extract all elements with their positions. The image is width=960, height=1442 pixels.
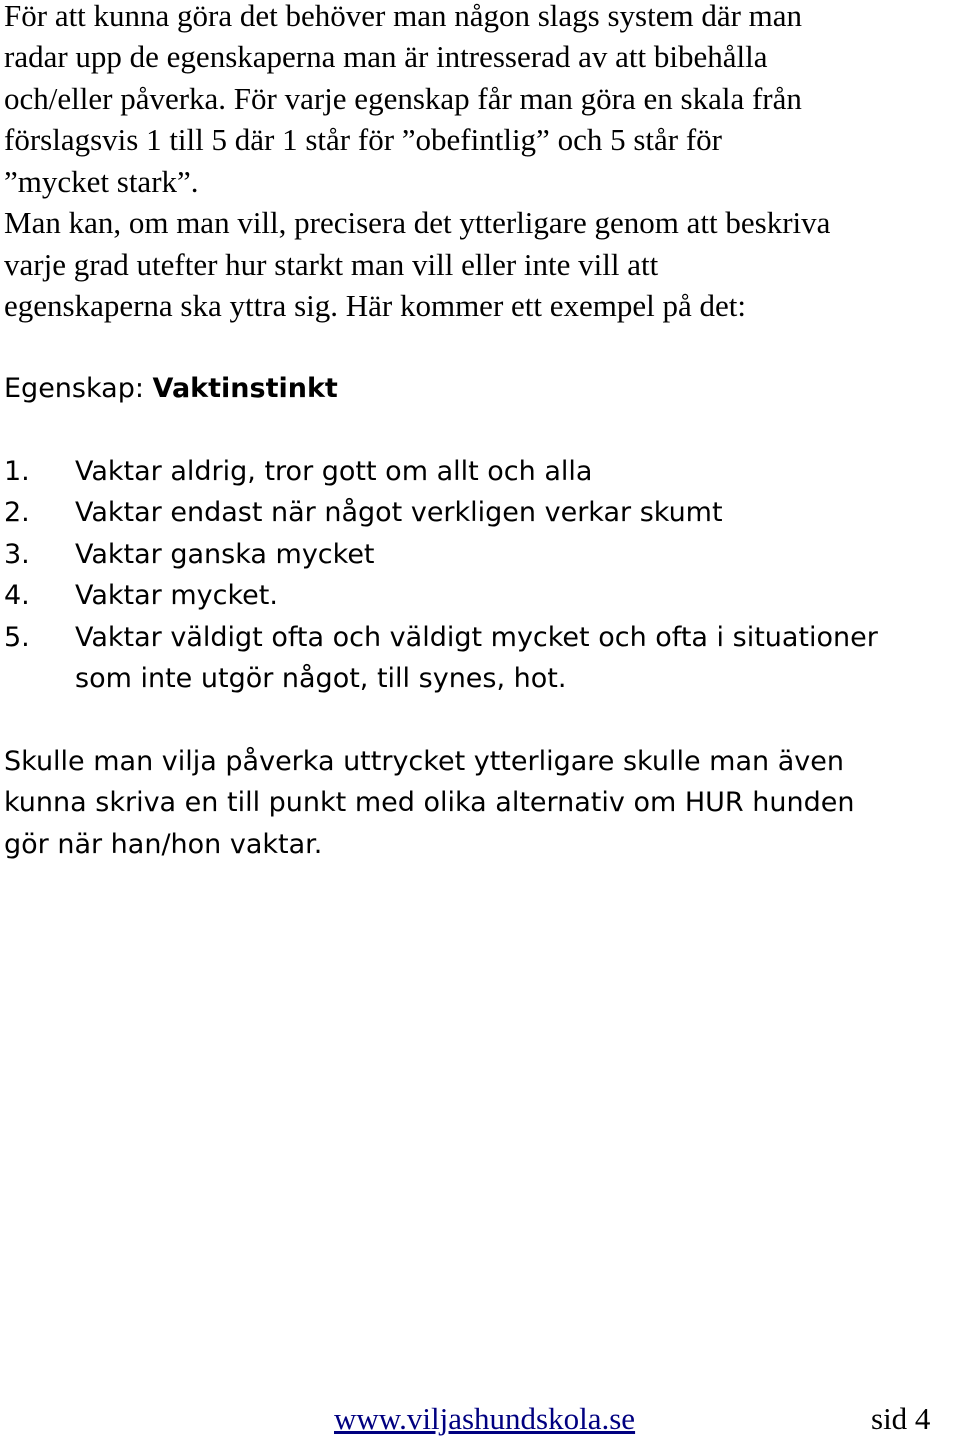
- scale-text: Vaktar aldrig, tror gott om allt och alla: [75, 456, 593, 487]
- scale-item-1: [4, 451, 592, 493]
- intro-line-8: egenskaperna ska yttra sig. Här kommer ett exempel på det:: [4, 288, 747, 323]
- footer-website-link[interactable]: www.viljashundskola.se: [334, 1401, 636, 1436]
- scale-text: Vaktar mycket.: [75, 580, 278, 611]
- scale-item-5-continuation: som inte utgör något, till synes, hot.: [75, 663, 567, 694]
- property-name: Vaktinstinkt: [152, 373, 338, 404]
- scale-item-4: [4, 575, 278, 617]
- property-heading: [4, 368, 338, 410]
- intro-line-4: förslagsvis 1 till 5 där 1 står för ”obefintlig” och 5 står för: [4, 122, 722, 157]
- scale-text: Vaktar väldigt ofta och väldigt mycket och ofta i situationer: [75, 622, 878, 653]
- closing-line-1: Skulle man vilja påverka uttrycket ytterligare skulle man även: [4, 746, 844, 777]
- intro-line-7: varje grad utefter hur starkt man vill eller inte vill att: [4, 247, 659, 282]
- intro-line-3: och/eller påverka. För varje egenskap får man göra en skala från: [4, 81, 802, 116]
- scale-item-5: [4, 617, 878, 659]
- page-number: sid 4: [871, 1401, 931, 1436]
- closing-line-3: gör när han/hon vaktar.: [4, 829, 323, 860]
- scale-text: Vaktar ganska mycket: [75, 539, 375, 570]
- scale-item-3: [4, 534, 375, 576]
- scale-number: 5.: [4, 622, 30, 653]
- scale-number: 3.: [4, 539, 30, 570]
- intro-line-1: För att kunna göra det behöver man någon slags system där man: [4, 0, 803, 33]
- property-label: Egenskap:: [4, 373, 144, 404]
- intro-line-2: radar upp de egenskaperna man är intresserad av att bibehålla: [4, 39, 768, 74]
- scale-number: 2.: [4, 497, 30, 528]
- scale-number: 4.: [4, 580, 30, 611]
- scale-text: Vaktar endast när något verkligen verkar skumt: [75, 497, 723, 528]
- intro-line-6: Man kan, om man vill, precisera det ytterligare genom att beskriva: [4, 205, 831, 240]
- scale-number: 1.: [4, 456, 30, 487]
- intro-line-5: ”mycket stark”.: [4, 164, 199, 199]
- scale-item-2: [4, 492, 723, 534]
- closing-line-2: kunna skriva en till punkt med olika alternativ om HUR hunden: [4, 787, 855, 818]
